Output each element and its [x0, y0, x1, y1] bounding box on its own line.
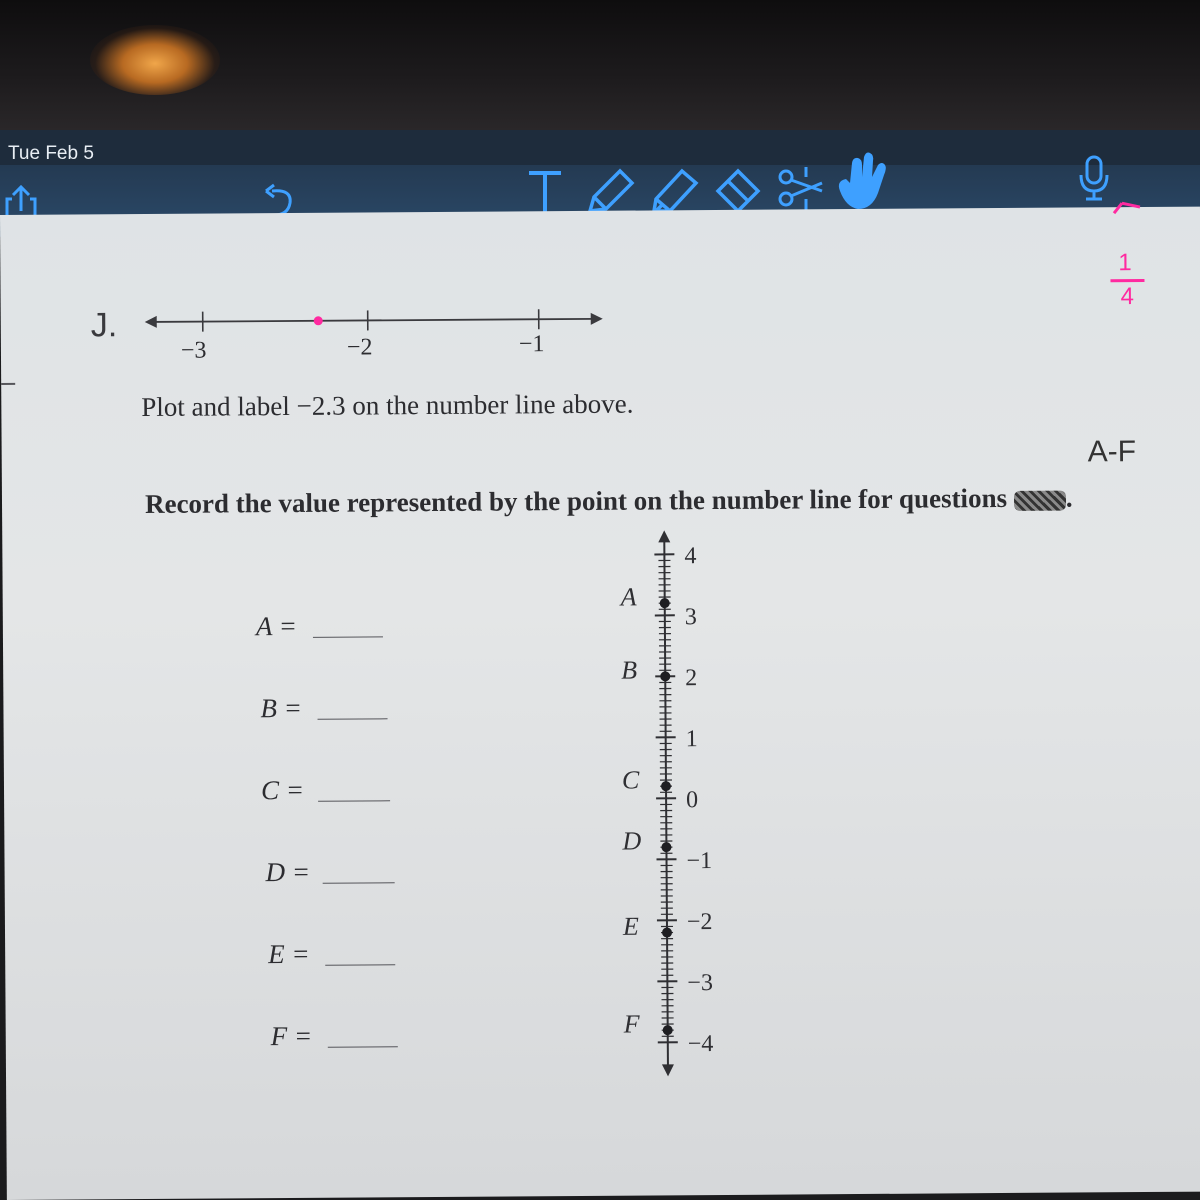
answer-label-b: B = [260, 692, 303, 724]
answer-blank-a[interactable] [313, 636, 383, 637]
lamp-reflection [90, 25, 220, 95]
arrow-down [662, 1064, 674, 1076]
tick-label: −1 [686, 848, 713, 875]
hand-icon[interactable] [832, 151, 892, 215]
point-label-b: B [621, 655, 638, 685]
tick-label: 0 [686, 787, 699, 814]
point-d [661, 842, 671, 852]
point-c [661, 781, 671, 791]
status-date: Tue Feb 5 [8, 143, 94, 164]
tick-label: −3 [687, 970, 714, 997]
vertical-number-line [602, 528, 766, 1089]
problem-j-label: J. [90, 306, 118, 345]
eraser-icon[interactable] [712, 165, 764, 215]
point-label-d: D [622, 826, 642, 856]
point-e [662, 928, 672, 938]
record-heading: Record the value represented by the point on the number line for questions . [144, 482, 1073, 519]
record-heading-text: Record the value represented by the point on the number line for questions [144, 482, 1008, 519]
point-label-c: C [621, 765, 640, 795]
tick-label: 2 [685, 665, 698, 692]
tick-label-neg3: −3 [180, 337, 207, 364]
status-bar [0, 130, 1200, 170]
tick-label-neg2: −2 [346, 334, 373, 361]
tick-label: −2 [686, 909, 713, 936]
answer-label-f: F = [270, 1020, 313, 1052]
tick-label: −4 [687, 1031, 714, 1058]
point-a [660, 598, 670, 608]
microphone-icon[interactable] [1076, 153, 1112, 203]
point-label-a: A [620, 582, 637, 612]
tick-label: 3 [684, 604, 697, 631]
answer-label-d: D = [265, 856, 311, 888]
text-tool-icon[interactable] [525, 167, 565, 217]
answer-blank-f[interactable] [328, 1046, 398, 1047]
range-note: A-F [1087, 435, 1137, 469]
arrow-up [658, 530, 670, 542]
point-f [663, 1025, 673, 1035]
plotted-point [314, 316, 323, 325]
answer-blank-b[interactable] [318, 718, 388, 719]
point-label-e: E [622, 911, 639, 941]
answer-label-a: A = [255, 610, 297, 642]
answer-label-c: C = [260, 774, 305, 806]
answer-blank-e[interactable] [325, 964, 395, 965]
pink-mark [1110, 199, 1150, 219]
pen-icon[interactable] [584, 167, 636, 217]
point-b [660, 671, 670, 681]
margin-mark [1, 383, 15, 385]
worksheet-page [0, 207, 1200, 1200]
tick-label-neg1: −1 [518, 331, 545, 358]
scribbled-out-text [1014, 490, 1066, 510]
fraction-bar [1110, 279, 1144, 282]
answer-label-e: E = [268, 938, 310, 970]
fraction-denominator: 4 [1120, 283, 1135, 311]
answer-blank-c[interactable] [318, 800, 390, 802]
fraction-numerator: 1 [1118, 249, 1132, 277]
tick-label: 1 [685, 726, 698, 753]
tick-label: 4 [684, 543, 697, 570]
point-label-f: F [623, 1009, 640, 1039]
scissors-icon[interactable] [776, 165, 826, 213]
problem-j-instruction: Plot and label −2.3 on the number line above. [141, 388, 634, 423]
answer-blank-d[interactable] [323, 882, 395, 884]
